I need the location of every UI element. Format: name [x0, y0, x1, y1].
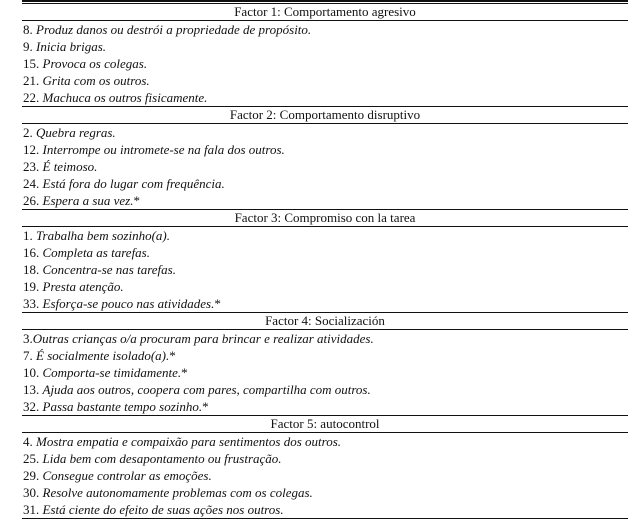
item-text: Está ciente do efeito de suas ações nos outros. — [42, 502, 284, 517]
item-row — [22, 175, 628, 192]
item-text: Inicia brigas. — [36, 39, 107, 54]
item-row — [22, 484, 628, 501]
item-row — [22, 21, 628, 38]
item-row — [22, 398, 628, 415]
item-text: Quebra regras. — [36, 125, 116, 140]
item-text: Consegue controlar as emoções. — [42, 468, 212, 483]
item-text: Está fora do lugar com frequência. — [42, 176, 225, 191]
item-row — [22, 141, 628, 158]
item-text: Espera a sua vez. — [42, 193, 134, 208]
item-text: Lida bem com desapontamento ou frustração. — [42, 451, 282, 466]
item-row — [22, 467, 628, 484]
item-text: Trabalha bem sozinho(a). — [36, 228, 170, 243]
item-row — [22, 295, 628, 312]
item-number: 21. — [23, 73, 40, 88]
item-text: Outras crianças o/a procuram para brincar e realizar atividades. — [32, 331, 374, 346]
item-row — [22, 433, 628, 450]
item-number: 13. — [23, 382, 40, 397]
item-row — [22, 244, 628, 261]
item-number: 30. — [23, 485, 40, 500]
item-number: 8. — [23, 22, 33, 37]
item-row — [22, 192, 628, 209]
item-row — [22, 261, 628, 278]
item-row — [22, 38, 628, 55]
item-number: 3. — [23, 331, 33, 346]
item-row — [22, 381, 628, 398]
factor-header: Factor 4: Socialización — [22, 312, 628, 330]
item-row — [22, 501, 628, 519]
item-row — [22, 72, 628, 89]
item-row — [22, 450, 628, 467]
item-text: É socialmente isolado(a). — [36, 348, 170, 363]
item-text: Presta atenção. — [42, 279, 124, 294]
item-row — [22, 89, 628, 106]
item-number: 15. — [23, 56, 40, 71]
factor-block — [22, 209, 628, 312]
item-row — [22, 364, 628, 381]
item-text: Machuca os outros fisicamente. — [42, 90, 208, 105]
item-text: Completa as tarefas. — [42, 245, 150, 260]
item-text: É teimoso. — [42, 159, 98, 174]
factor-block — [22, 312, 628, 415]
factor-header: Factor 1: Comportamento agresivo — [22, 3, 628, 21]
item-text: Mostra empatia e compaixão para sentimentos dos outros. — [36, 434, 341, 449]
item-text: Produz danos ou destrói a propriedade de propósito. — [36, 22, 312, 37]
item-text: Provoca os colegas. — [42, 56, 148, 71]
item-number: 2. — [23, 125, 33, 140]
item-number: 24. — [23, 176, 40, 191]
item-number: 26. — [23, 193, 40, 208]
item-number: 25. — [23, 451, 40, 466]
item-text: Esforça-se pouco nas atividades. — [42, 296, 215, 311]
factor-block — [22, 415, 628, 519]
item-number: 10. — [23, 365, 40, 380]
item-row — [22, 278, 628, 295]
factor-header: Factor 2: Comportamento disruptivo — [22, 106, 628, 124]
item-row — [22, 158, 628, 175]
item-number: 18. — [23, 262, 40, 277]
factor-block — [22, 3, 628, 106]
item-text: Concentra-se nas tarefas. — [42, 262, 176, 277]
item-row — [22, 124, 628, 141]
factor-header: Factor 3: Compromiso con la tarea — [22, 209, 628, 227]
item-text: Resolve autonomamente problemas com os colegas. — [42, 485, 313, 500]
item-number: 16. — [23, 245, 40, 260]
top-rule — [22, 0, 628, 2]
item-row — [22, 347, 628, 364]
factor-table — [22, 3, 628, 519]
item-number: 31. — [23, 502, 40, 517]
item-text: Ajuda aos outros, coopera com pares, compartilha com outros. — [42, 382, 371, 397]
item-text: Grita com os outros. — [42, 73, 150, 88]
item-row — [22, 227, 628, 244]
item-number: 12. — [23, 142, 40, 157]
reverse-scored-mark: * — [133, 193, 140, 208]
factor-block — [22, 106, 628, 209]
reverse-scored-mark: * — [202, 399, 209, 414]
item-number: 7. — [23, 348, 33, 363]
item-number: 33. — [23, 296, 40, 311]
item-text: Passa bastante tempo sozinho. — [42, 399, 203, 414]
item-number: 4. — [23, 434, 33, 449]
item-number: 9. — [23, 39, 33, 54]
item-number: 29. — [23, 468, 40, 483]
factor-header: Factor 5: autocontrol — [22, 415, 628, 433]
item-number: 19. — [23, 279, 40, 294]
reverse-scored-mark: * — [214, 296, 221, 311]
item-number: 23. — [23, 159, 40, 174]
item-number: 32. — [23, 399, 40, 414]
item-row — [22, 330, 628, 347]
item-text: Comporta-se timidamente. — [42, 365, 182, 380]
item-text: Interrompe ou intromete-se na fala dos outros. — [42, 142, 285, 157]
reverse-scored-mark: * — [181, 365, 188, 380]
reverse-scored-mark: * — [169, 348, 176, 363]
item-number: 1. — [23, 228, 33, 243]
item-row — [22, 55, 628, 72]
item-number: 22. — [23, 90, 40, 105]
